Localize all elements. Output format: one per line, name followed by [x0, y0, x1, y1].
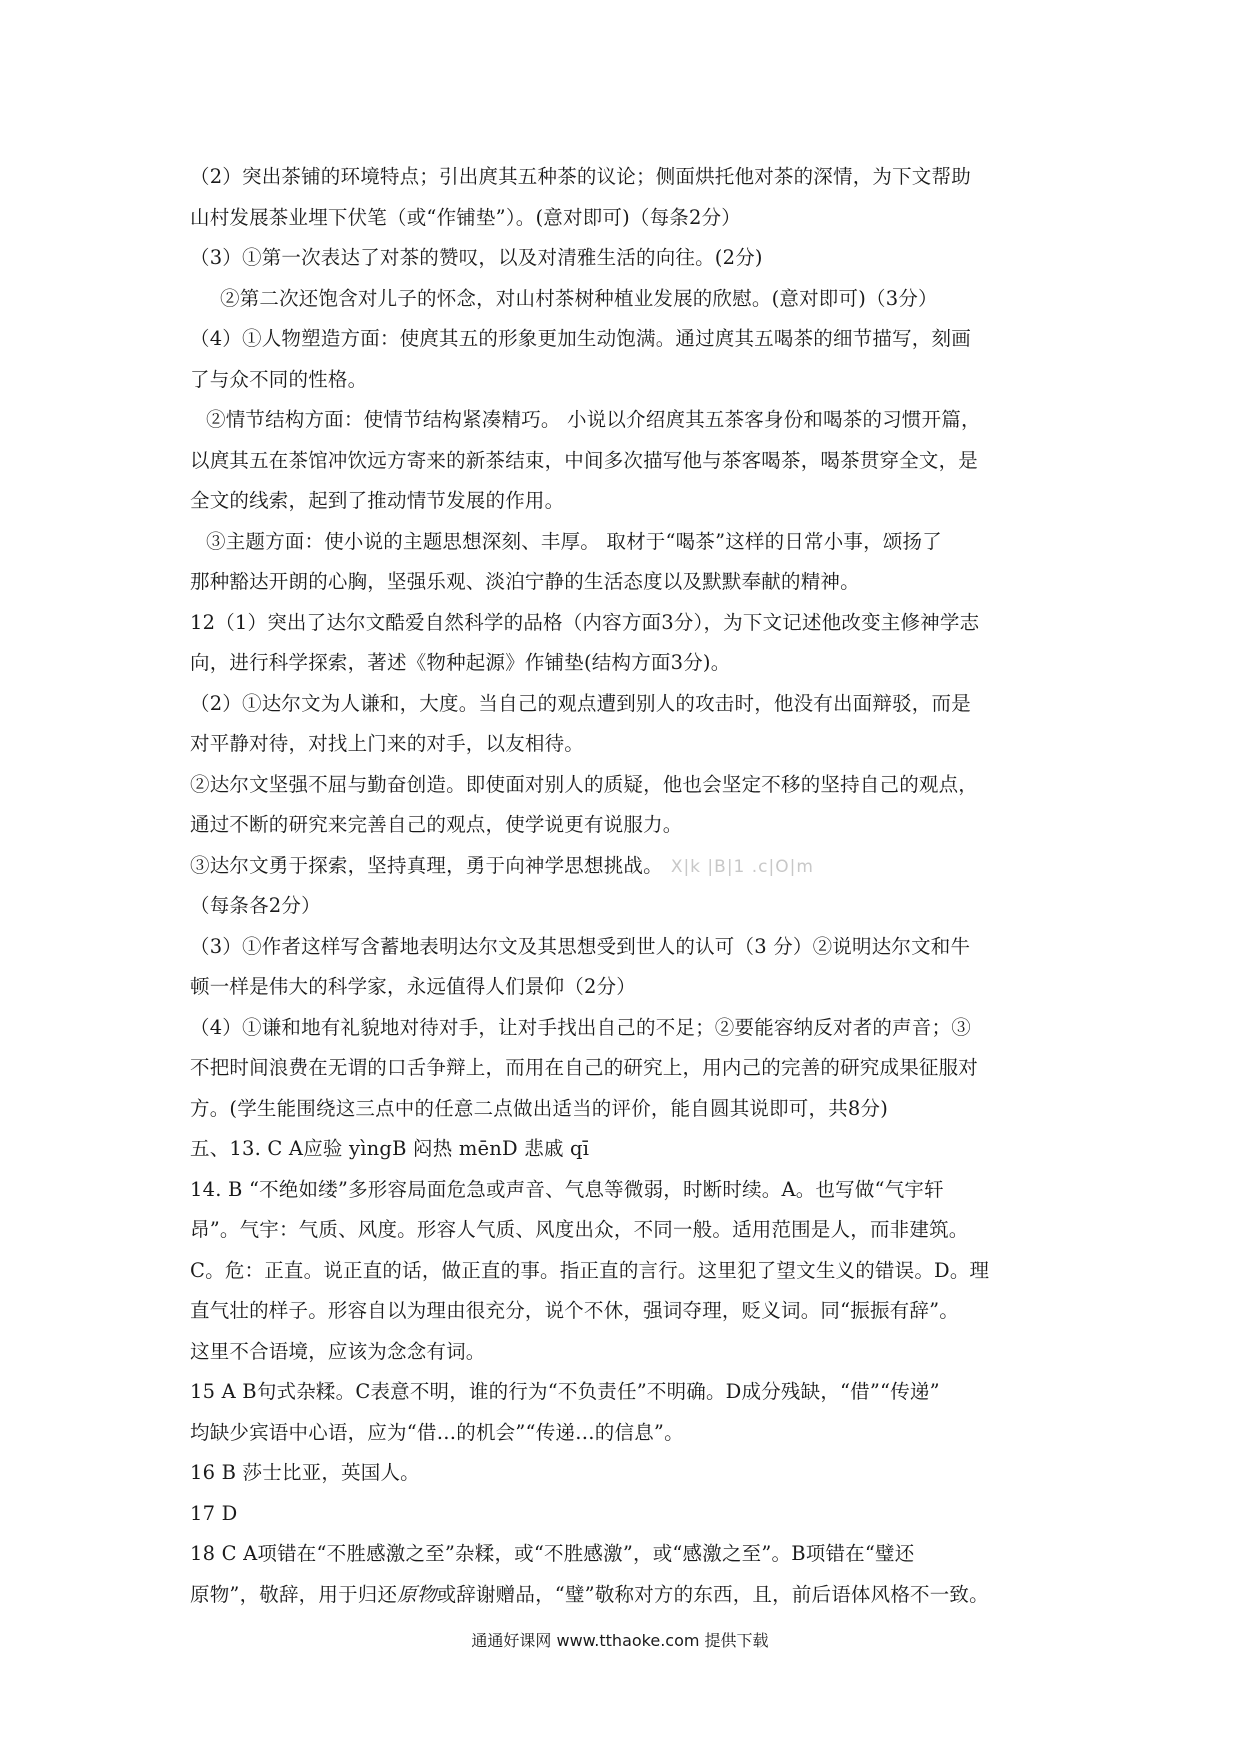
text-line: ②达尔文坚强不屈与勤奋创造。即使面对别人的质疑，他也会坚定不移的坚持自己的观点，	[190, 772, 979, 796]
text-line: 全文的线索，起到了推动情节发展的作用。	[190, 489, 565, 512]
text-line: （3）①作者这样写含蓄地表明达尔文及其思想受到世人的认可（3 分）②说明达尔文和牛	[190, 934, 971, 958]
text-line: 17 D	[190, 1501, 238, 1525]
italic-span: 原物	[397, 1582, 437, 1606]
text-line: 不把时间浪费在无谓的口舌争辩上，而用在自己的研究上，用内己的完善的研究成果征服对	[190, 1056, 979, 1079]
text-span: 或辞谢赠品，“璧”敬称对方的东西，且，前后语体风格不一致。	[436, 1582, 989, 1606]
text-line: 12（1）突出了达尔文酷爱自然科学的品格（内容方面3分），为下文记述他改变主修神学志	[190, 610, 980, 634]
text-line: 五、13. C A应验 yìngB 闷热 mēnD 悲戚 qī	[190, 1137, 590, 1160]
text-line: （4）①谦和地有礼貌地对待对手，让对手找出自己的不足；②要能容纳反对者的声音；③	[190, 1015, 971, 1039]
text-line	[190, 1575, 1070, 1616]
text-line: 16 B 莎士比亚，英国人。	[190, 1461, 420, 1484]
text-line: （2）①达尔文为人谦和，大度。当自己的观点遭到别人的攻击时，他没有出面辩驳，而是	[190, 691, 971, 715]
text-line: 了与众不同的性格。	[190, 367, 368, 391]
text-line: C。危：正直。说正直的话，做正直的事。指正直的言行。这里犯了望文生义的错误。D。理	[190, 1258, 990, 1282]
text-line: 向，进行科学探索，著述《物种起源》作铺垫(结构方面3分)。	[190, 651, 731, 674]
text-line: 均缺少宾语中心语，应为“借…的机会”“传递…的信息”。	[190, 1420, 684, 1444]
text-line: 山村发展茶业埋下伏笔（或“作铺垫”）。(意对即可)（每条2分）	[190, 205, 742, 229]
text-line: （3）①第一次表达了对茶的赞叹，以及对清雅生活的向往。(2分)	[190, 246, 763, 269]
text-line: 这里不合语境，应该为念念有词。	[190, 1339, 486, 1363]
text-line: ②第二次还饱含对儿子的怀念，对山村茶树种植业发展的欣慰。(意对即可)（3分）	[220, 286, 938, 310]
text-line: ②情节结构方面：使情节结构紧凑精巧。 小说以介绍庹其五茶客身份和喝茶的习惯开篇，	[206, 408, 981, 431]
watermark: X|k |B|1 .c|O|m	[670, 856, 814, 877]
text-line: 顿一样是伟大的科学家，永远值得人们景仰（2分）	[190, 975, 637, 998]
text-span: ③达尔文勇于探索，坚持真理，勇于向神学思想挑战。	[190, 853, 663, 877]
text-line: （2）突出茶铺的环境特点；引出庹其五种茶的议论；侧面烘托他对茶的深情，为下文帮助	[190, 165, 971, 188]
answer-document	[190, 157, 1070, 1615]
text-line: 那种豁达开朗的心胸，坚强乐观、淡泊宁静的生活态度以及默默奉献的精神。	[190, 570, 860, 593]
text-line-with-watermark	[190, 846, 1070, 887]
text-span: 原物”，敬辞，用于归还	[190, 1582, 398, 1606]
text-line: 昂”。气宇：气质、风度。形容人气质、风度出众，不同一般。适用范围是人，而非建筑。	[190, 1218, 969, 1241]
text-line: 15 A B句式杂糅。C表意不明，谁的行为“不负责任”不明确。D成分残缺，“借”“传递”	[190, 1380, 940, 1403]
text-line: 14. B “不绝如缕”多形容局面危急或声音、气息等微弱，时断时续。A。也写做“气宇轩	[190, 1177, 944, 1201]
text-line: （每条各2分）	[190, 894, 321, 917]
text-line: 方。(学生能围绕这三点中的任意二点做出适当的评价，能自圆其说即可，共8分)	[190, 1096, 889, 1120]
text-line: 对平静对待，对找上门来的对手，以友相待。	[190, 732, 585, 755]
text-line: （4）①人物塑造方面：使庹其五的形象更加生动饱满。通过庹其五喝茶的细节描写，刻画	[190, 327, 971, 350]
text-line: 以庹其五在茶馆冲饮远方寄来的新茶结束，中间多次描写他与茶客喝茶，喝茶贯穿全文，是	[190, 448, 979, 472]
text-line: 18 C A项错在“不胜感激之至”杂糅，或“不胜感激”，或“感激之至”。B项错在“璧还	[190, 1542, 915, 1565]
page-footer: 通通好课网 www.tthaoke.com 提供下载	[471, 1631, 769, 1650]
text-line: 通过不断的研究来完善自己的观点，使学说更有说服力。	[190, 813, 683, 836]
text-line: ③主题方面：使小说的主题思想深刻、丰厚。 取材于“喝茶”这样的日常小事，颂扬了	[206, 529, 942, 553]
text-line: 直气壮的样子。形容自以为理由很充分，说个不休，强词夺理，贬义词。同“振振有辞”。	[190, 1299, 959, 1322]
